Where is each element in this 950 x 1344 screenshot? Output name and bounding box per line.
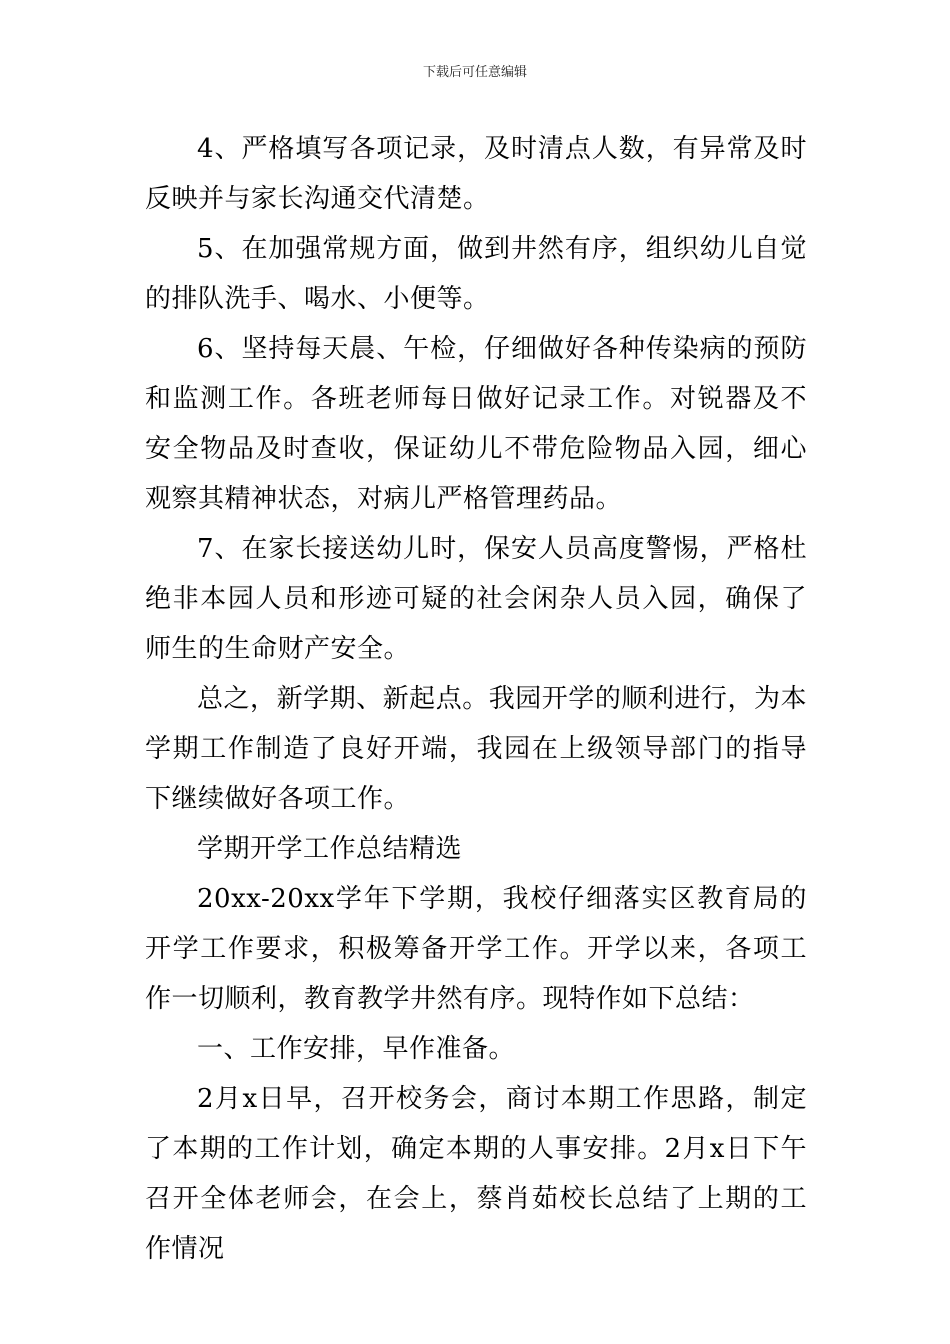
page-header: 下载后可任意编辑 (422, 65, 527, 80)
paragraph-item-4: 4、严格填写各项记录，及时清点人数，有异常及时反映并与家长沟通交代清楚。 (145, 134, 807, 214)
paragraph-item-6: 6、坚持每天晨、午检，仔细做好各种传染病的预防和监测工作。各班老师每日做好记录工作。对锐器及不安全物品及时查收，保证幼儿不带危险物品入园，细心观察其精神状态，对病儿严格管理药品。 (145, 334, 807, 514)
paragraph-intro: 20xx-20xx学年下学期，我校仔细落实区教育局的开学工作要求，积极筹备开学工作。开学以来，各项工作一切顺利，教育教学井然有序。现特作如下总结： (145, 884, 807, 1014)
paragraph-arrangement: 2月x日早，召开校务会，商讨本期工作思路，制定了本期的工作计划，确定本期的人事安排。2月x日下午召开全体老师会，在会上，蔡肖茹校长总结了上期的工作情况 (145, 1084, 807, 1264)
document-body (145, 124, 807, 1274)
section-heading-1: 一、工作安排，早作准备。 (197, 1034, 516, 1064)
section-title: 学期开学工作总结精选 (197, 834, 463, 864)
paragraph-summary: 总之，新学期、新起点。我园开学的顺利进行，为本学期工作制造了良好开端，我园在上级领导部门的指导下继续做好各项工作。 (145, 684, 807, 814)
paragraph-item-7: 7、在家长接送幼儿时，保安人员高度警惕，严格杜绝非本园人员和形迹可疑的社会闲杂人员入园，确保了师生的生命财产安全。 (145, 534, 807, 664)
paragraph-item-5: 5、在加强常规方面，做到井然有序，组织幼儿自觉的排队洗手、喝水、小便等。 (145, 234, 807, 314)
